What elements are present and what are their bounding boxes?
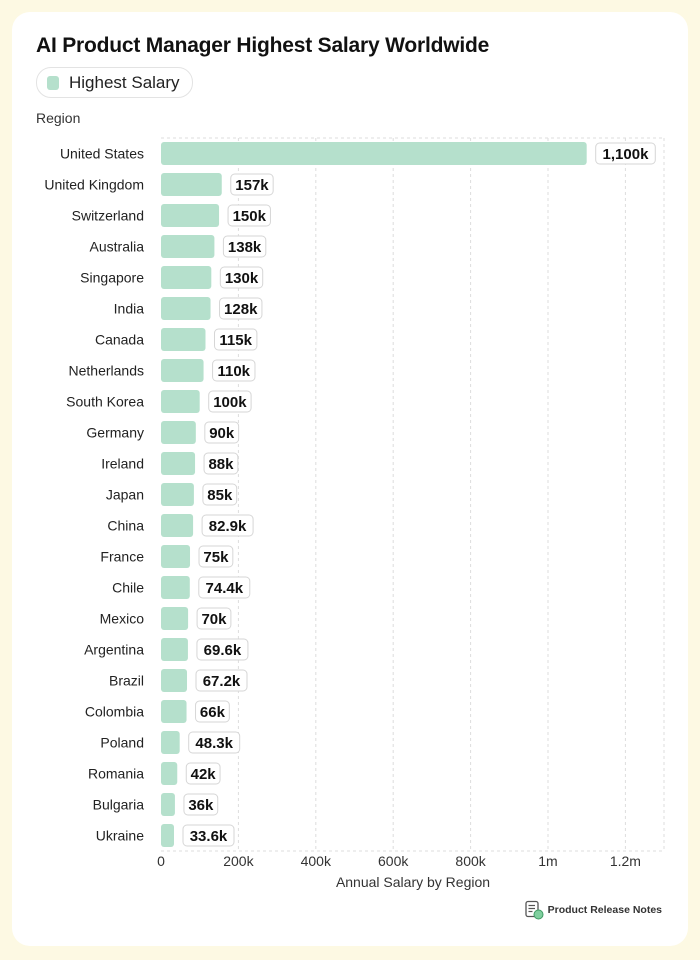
y-tick-label: Poland: [100, 734, 144, 751]
data-label: 110k: [217, 363, 251, 380]
y-tick-label: Switzerland: [71, 207, 144, 224]
y-tick-label: Singapore: [80, 269, 144, 286]
data-label: 82.9k: [208, 518, 247, 535]
bar: [161, 762, 177, 785]
y-tick-label: Brazil: [108, 672, 144, 689]
y-tick-label: Bulgaria: [92, 796, 144, 813]
x-tick-label: 1.2m: [609, 853, 641, 869]
notes-logo-icon: [524, 900, 544, 920]
data-label: 157k: [235, 177, 269, 194]
x-tick-label: 800k: [455, 853, 486, 869]
y-tick-label: Japan: [105, 486, 144, 503]
bar: [161, 142, 587, 165]
y-tick-label: Australia: [89, 238, 144, 255]
y-tick-label: Romania: [87, 765, 144, 782]
data-label: 36k: [188, 797, 214, 814]
y-tick-label: Germany: [86, 424, 144, 441]
x-tick-label: 1m: [538, 853, 558, 869]
bar: [161, 700, 187, 723]
bar: [161, 731, 180, 754]
bar: [161, 607, 188, 630]
bar: [161, 297, 211, 320]
y-tick-label: Chile: [112, 579, 144, 596]
bar: [161, 421, 196, 444]
y-tick-label: South Korea: [66, 393, 144, 410]
data-label: 33.6k: [189, 828, 228, 845]
data-label: 1,100k: [602, 146, 649, 163]
bar: [161, 452, 195, 475]
data-label: 85k: [207, 487, 233, 504]
y-tick-label: Mexico: [99, 610, 144, 627]
bar: [161, 793, 175, 816]
y-tick-label: Argentina: [84, 641, 144, 658]
bar: [161, 638, 188, 661]
y-tick-label: Ireland: [101, 455, 144, 472]
x-tick-label: 200k: [223, 853, 254, 869]
bar: [161, 328, 206, 351]
data-label: 138k: [227, 239, 262, 256]
y-tick-label: Ukraine: [95, 827, 144, 844]
watermark-text: Product Release Notes: [547, 904, 662, 916]
bar: [161, 545, 190, 568]
y-tick-label: Colombia: [84, 703, 144, 720]
data-label: 100k: [213, 394, 247, 411]
bar: [161, 576, 190, 599]
data-label: 130k: [224, 270, 259, 287]
bar: [161, 359, 204, 382]
bar: [161, 204, 219, 227]
bar: [161, 235, 214, 258]
data-label: 69.6k: [203, 642, 242, 659]
bar: [161, 669, 187, 692]
y-tick-label: France: [100, 548, 144, 565]
x-tick-label: 600k: [378, 853, 409, 869]
data-label: 88k: [208, 456, 234, 473]
data-label: 150k: [232, 208, 266, 225]
data-label: 128k: [224, 301, 258, 318]
y-tick-label: China: [107, 517, 144, 534]
data-label: 70k: [201, 611, 227, 628]
bar: [161, 824, 174, 847]
bar: [161, 514, 193, 537]
legend-label: Highest Salary: [69, 72, 180, 92]
watermark: [524, 900, 662, 920]
data-label: 48.3k: [195, 735, 233, 752]
data-label: 66k: [199, 704, 225, 721]
y-axis-title: Region: [36, 110, 81, 126]
bar: [161, 390, 200, 413]
data-label: 67.2k: [202, 673, 241, 690]
data-label: 115k: [219, 332, 252, 349]
x-tick-label: 0: [157, 853, 165, 869]
y-tick-label: United States: [59, 145, 144, 162]
x-axis-title: Annual Salary by Region: [335, 874, 491, 890]
x-tick-label: 400k: [300, 853, 331, 869]
bar: [161, 173, 222, 196]
data-label: 74.4k: [205, 580, 244, 597]
y-tick-label: Netherlands: [68, 362, 144, 379]
y-tick-label: India: [113, 300, 144, 317]
data-label: 42k: [190, 766, 216, 783]
y-tick-label: United Kingdom: [44, 176, 144, 193]
data-label: 75k: [203, 549, 229, 566]
bar: [161, 483, 194, 506]
chart-title: AI Product Manager Highest Salary Worldwide: [36, 34, 490, 57]
y-tick-label: Canada: [94, 331, 144, 348]
data-label: 90k: [209, 425, 235, 442]
bar: [161, 266, 211, 289]
